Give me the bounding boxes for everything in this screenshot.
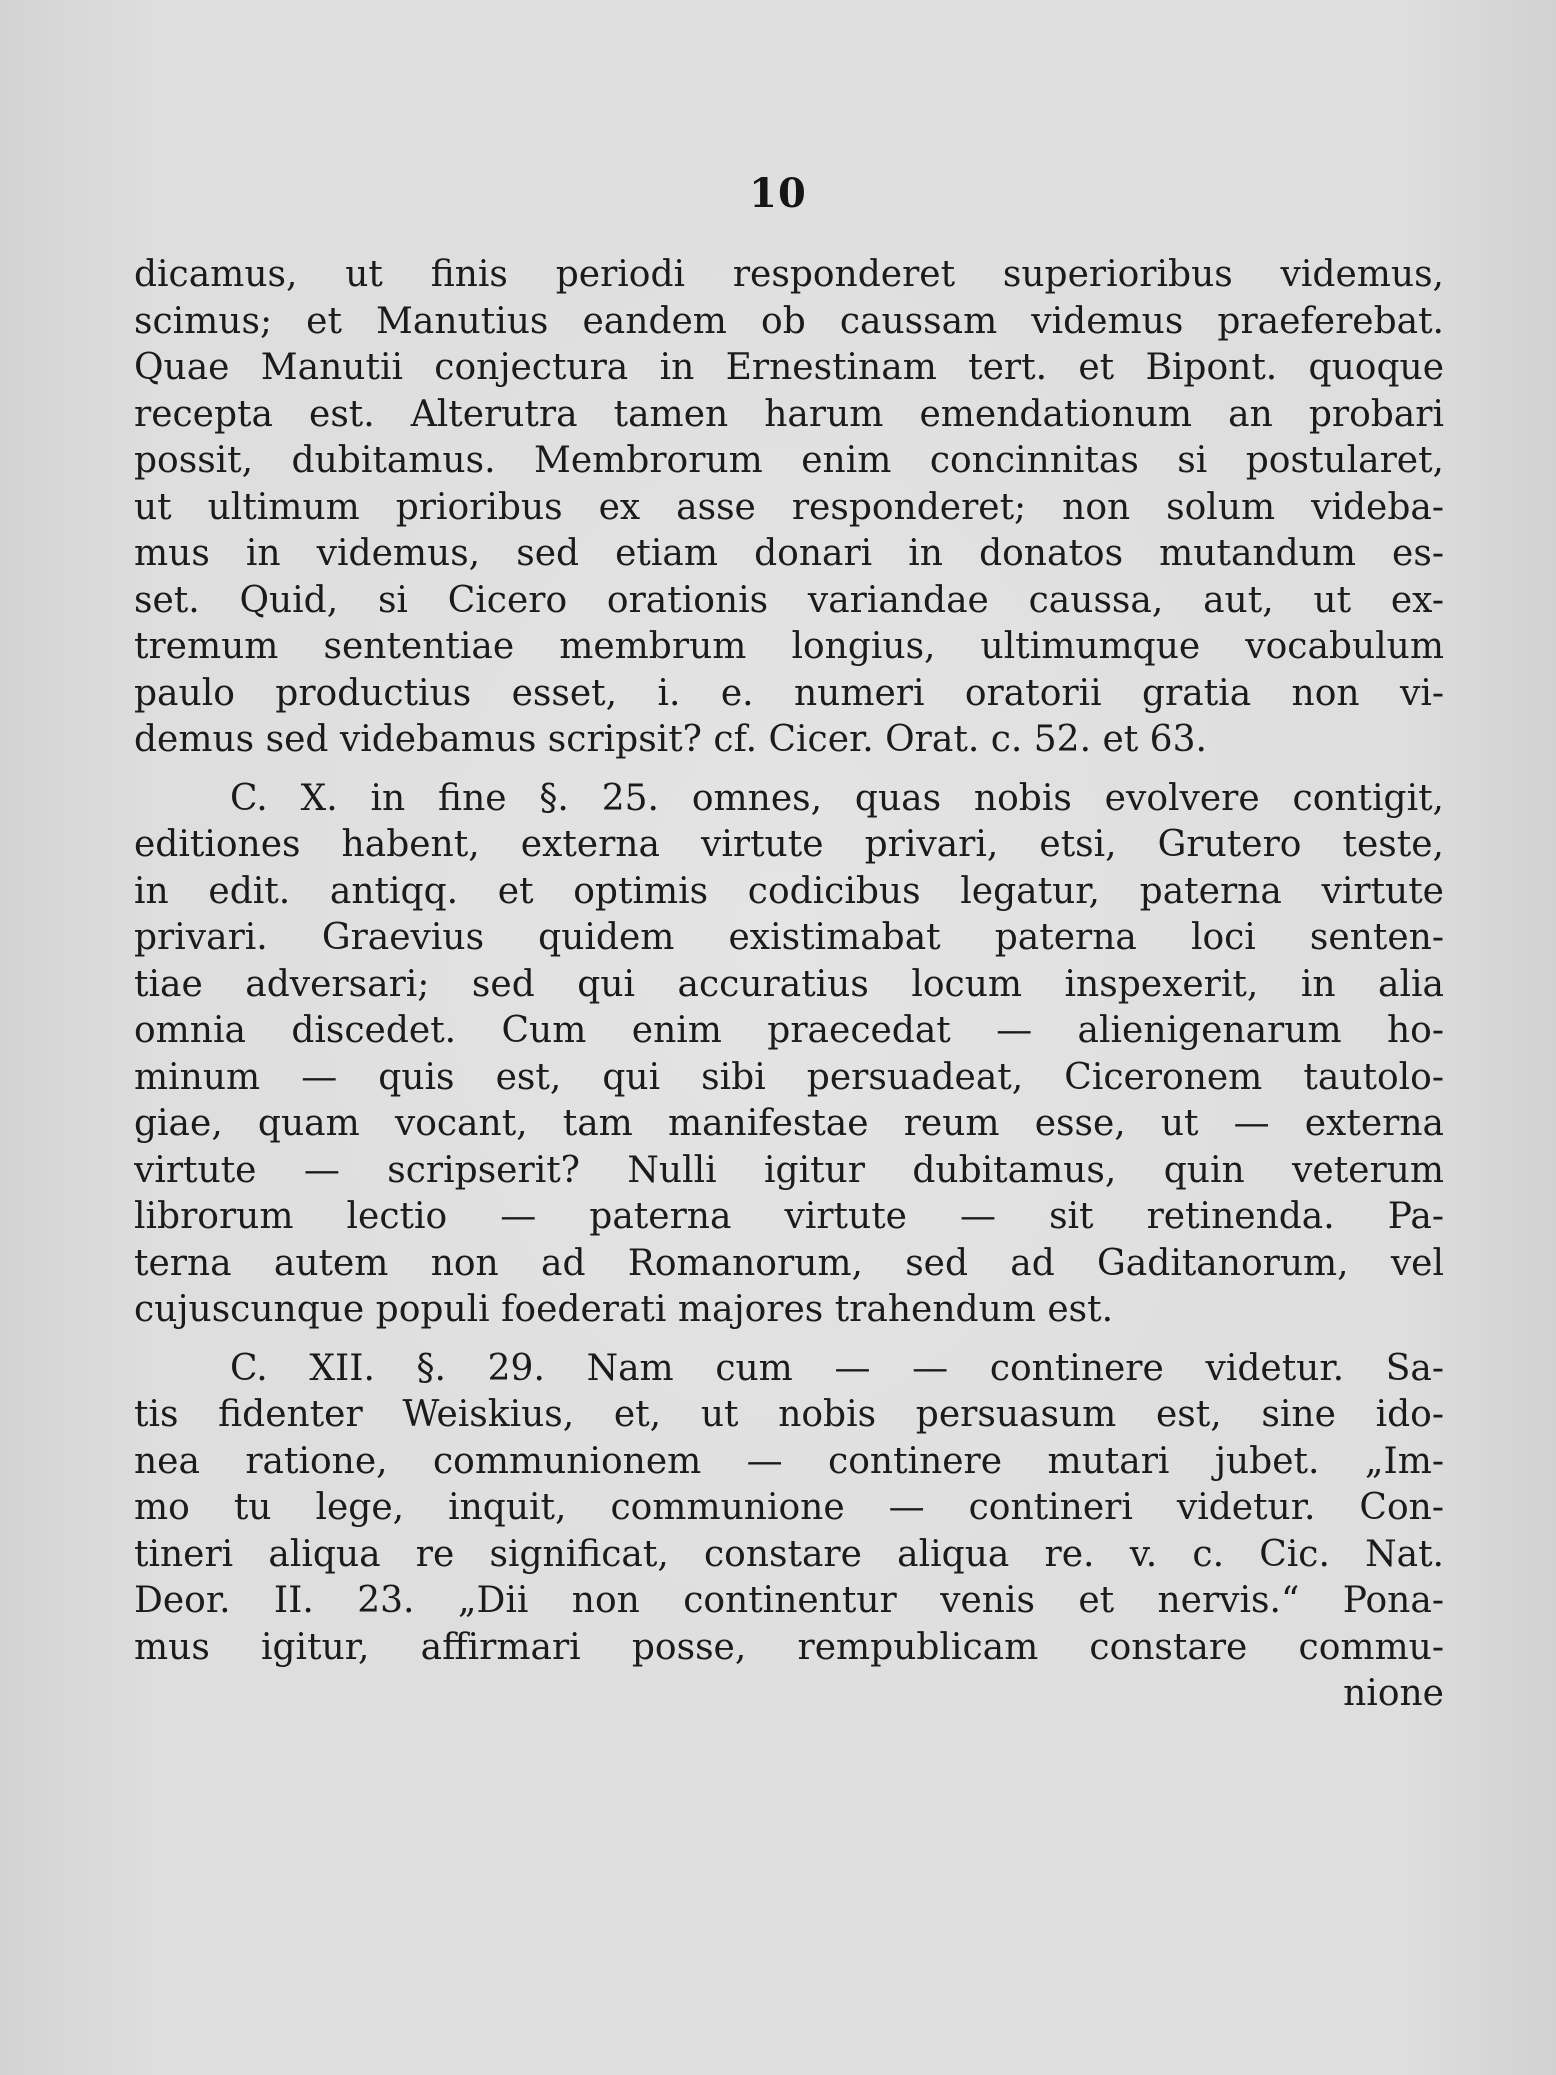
text-line: in edit. antiqq. et optimis codicibus legatur, paterna virtute xyxy=(134,870,1444,912)
paragraph-2 xyxy=(134,776,1444,1334)
text-line: tis fidenter Weiskius, et, ut nobis persuasum est, sine ido- xyxy=(134,1394,1444,1435)
text-line: omnia discedet. Cum enim praecedat — alienigenarum ho- xyxy=(134,1010,1444,1051)
text-line: mo tu lege, inquit, communione — contineri videtur. Con- xyxy=(134,1487,1444,1528)
text-line: giae, quam vocant, tam manifestae reum esse, ut — externa xyxy=(134,1103,1444,1144)
text-line: tremum sententiae membrum longius, ultimumque vocabulum xyxy=(134,626,1444,667)
text-line: virtute — scripserit? Nulli igitur dubitamus, quin veterum xyxy=(134,1149,1444,1191)
catchword: nione xyxy=(1343,1673,1444,1714)
text-line: editiones habent, externa virtute privari, etsi, Grutero teste, xyxy=(134,824,1444,865)
paragraph-spacer xyxy=(134,764,1444,776)
paragraph-1 xyxy=(134,252,1444,764)
text-line: terna autem non ad Romanorum, sed ad Gaditanorum, vel xyxy=(134,1242,1444,1284)
text-line: possit, dubitamus. Membrorum enim concinnitas si postularet, xyxy=(134,440,1444,481)
text-line: cujuscunque populi foederati majores trahendum est. xyxy=(134,1289,1114,1330)
paragraph-3 xyxy=(134,1346,1444,1718)
text-line: ut ultimum prioribus ex asse responderet; non solum videba- xyxy=(134,486,1444,528)
page-number: 10 xyxy=(749,170,807,217)
text-line: set. Quid, si Cicero orationis variandae caussa, aut, ut ex- xyxy=(134,579,1444,621)
text-block xyxy=(134,252,1444,1718)
text-line: C. XII. §. 29. Nam cum — — continere videtur. Sa- xyxy=(230,1347,1444,1389)
text-line: tineri aliqua re significat, constare aliqua re. v. c. Cic. Nat. xyxy=(134,1533,1444,1575)
text-line: Quae Manutii conjectura in Ernestinam tert. et Bipont. quoque xyxy=(134,347,1444,388)
text-line: privari. Graevius quidem existimabat paterna loci senten- xyxy=(134,917,1444,958)
text-line: recepta est. Alterutra tamen harum emendationum an probari xyxy=(134,393,1444,435)
text-line: paulo productius esset, i. e. numeri oratorii gratia non vi- xyxy=(134,672,1444,714)
text-line: mus igitur, affirmari posse, rempublicam constare commu- xyxy=(134,1626,1444,1668)
text-line: C. X. in fine §. 25. omnes, quas nobis evolvere contigit, xyxy=(230,777,1444,819)
text-line: minum — quis est, qui sibi persuadeat, Ciceronem tautolo- xyxy=(134,1056,1444,1098)
text-line: tiae adversari; sed qui accuratius locum inspexerit, in alia xyxy=(134,963,1444,1005)
text-line: dicamus, ut finis periodi responderet superioribus videmus, xyxy=(134,254,1444,295)
text-line: mus in videmus, sed etiam donari in donatos mutandum es- xyxy=(134,533,1444,574)
text-line: librorum lectio — paterna virtute — sit retinenda. Pa- xyxy=(134,1196,1444,1237)
paragraph-spacer xyxy=(134,1334,1444,1346)
text-line: nea ratione, communionem — continere mutari jubet. „Im- xyxy=(134,1440,1444,1482)
text-line: scimus; et Manutius eandem ob caussam videmus praeferebat. xyxy=(134,300,1444,342)
text-line: Deor. II. 23. „Dii non continentur venis et nervis.“ Pona- xyxy=(134,1580,1444,1621)
text-line: demus sed videbamus scripsit? cf. Cicer. Orat. c. 52. et 63. xyxy=(134,719,1207,760)
